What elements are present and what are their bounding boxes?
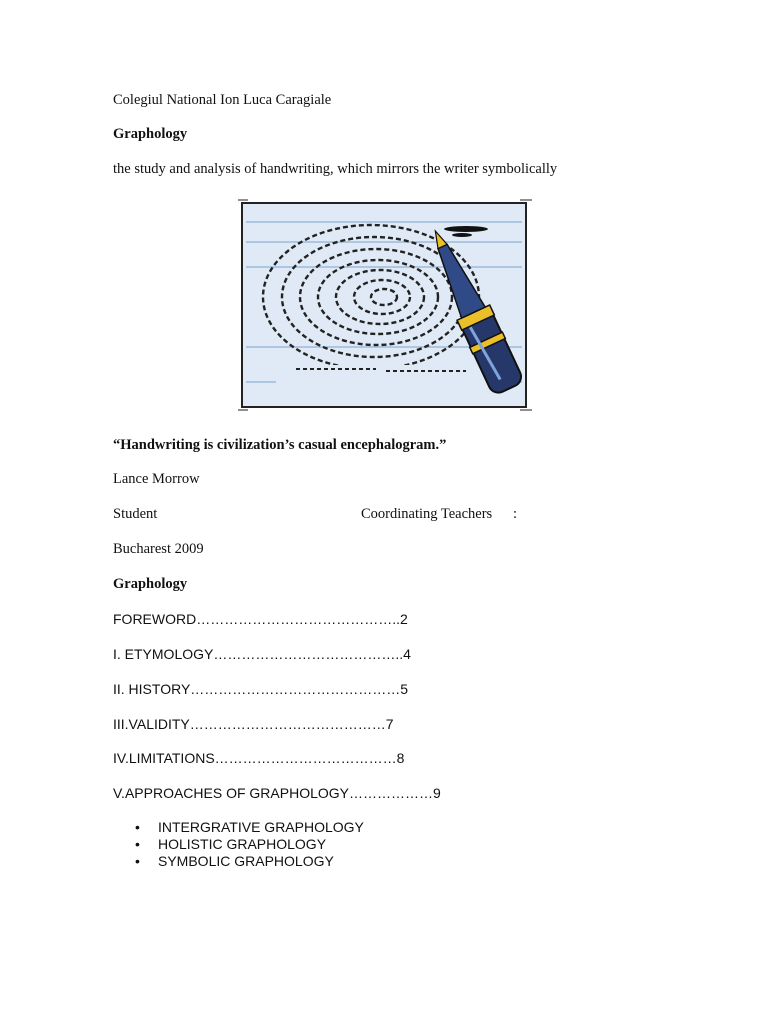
quote-author: Lance Morrow	[113, 471, 200, 487]
toc-entry-foreword: FOREWORD……………………………………..2	[113, 611, 408, 627]
quote-text: “Handwriting is civilization’s casual encephalogram.”	[113, 437, 447, 453]
toc-entry-validity: III.VALIDITY……………………………………7	[113, 716, 394, 732]
approaches-list	[135, 819, 364, 870]
list-item: • HOLISTIC GRAPHOLOGY	[135, 836, 364, 853]
toc-entry-approaches: V.APPROACHES OF GRAPHOLOGY………………9	[113, 785, 441, 801]
toc-title: Graphology	[113, 576, 188, 592]
school-name: Colegiul National Ion Luca Caragiale	[113, 92, 332, 108]
teachers-label: Coordinating Teachers	[361, 506, 493, 522]
fingerprint-pen-illustration	[236, 197, 536, 413]
place-year: Bucharest 2009	[113, 541, 204, 557]
list-item: • INTERGRATIVE GRAPHOLOGY	[135, 819, 364, 836]
student-label: Student	[113, 506, 158, 522]
definition-text: the study and analysis of handwriting, which mirrors the writer symbolically	[113, 161, 558, 177]
toc-entry-etymology: I. ETYMOLOGY…………………………………..4	[113, 646, 411, 662]
title-graphology: Graphology	[113, 126, 188, 142]
toc-entry-history: II. HISTORY………………………………………5	[113, 681, 409, 697]
toc-entry-limitations: IV.LIMITATIONS…………………………………8	[113, 750, 405, 766]
teachers-colon: :	[513, 506, 518, 522]
list-item: • SYMBOLIC GRAPHOLOGY	[135, 853, 364, 870]
